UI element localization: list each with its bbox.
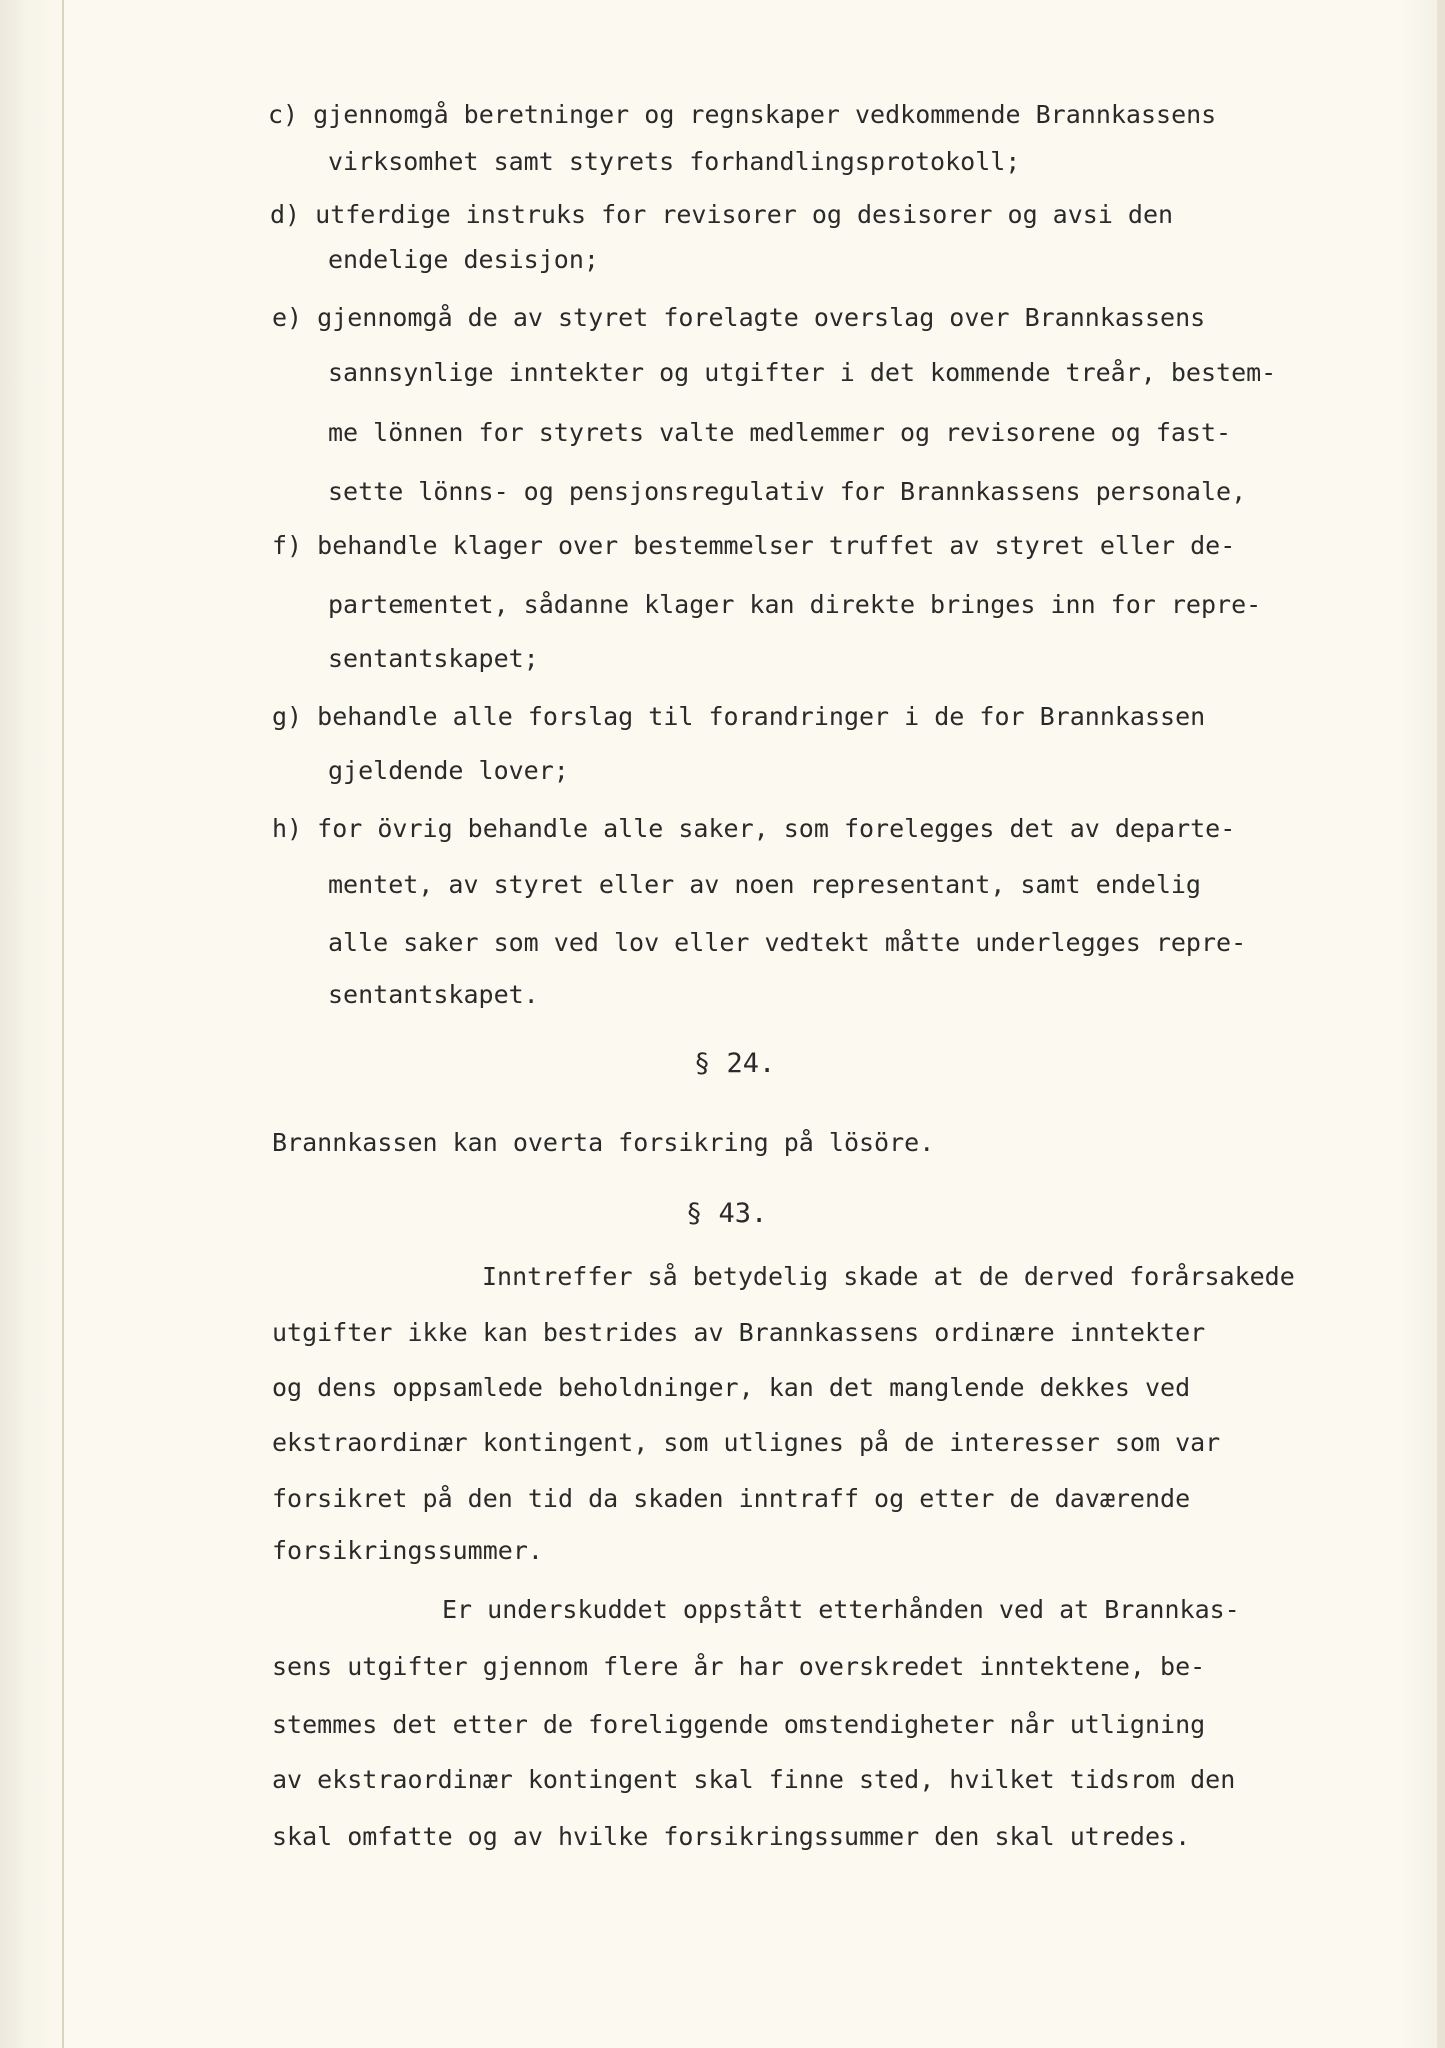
text-line: sannsynlige inntekter og utgifter i det kommende treår, bestem- [328, 358, 1277, 387]
page-fold-line [62, 0, 64, 2048]
text-line: ekstraordinær kontingent, som utlignes på de interesser som var [272, 1428, 1221, 1457]
text-line: Er underskuddet oppstått etterhånden ved at Brannkas- [442, 1595, 1240, 1624]
text-line: d) utferdige instruks for revisorer og desisorer og avsi den [270, 200, 1174, 229]
section-heading-24: § 24. [694, 1048, 776, 1079]
text-line: utgifter ikke kan bestrides av Brannkassens ordinære inntekter [272, 1318, 1206, 1347]
text-line: av ekstraordinær kontingent skal finne sted, hvilket tidsrom den [272, 1765, 1236, 1794]
text-line: e) gjennomgå de av styret forelagte overslag over Brannkassens [272, 303, 1206, 332]
text-line: og dens oppsamlede beholdninger, kan det manglende dekkes ved [272, 1373, 1191, 1402]
text-line: mentet, av styret eller av noen representant, samt endelig [328, 870, 1201, 899]
text-line: Inntreffer så betydelig skade at de derved forårsakede [482, 1262, 1295, 1291]
text-line: endelige desisjon; [328, 245, 599, 274]
text-line: gjeldende lover; [328, 756, 569, 785]
text-line: alle saker som ved lov eller vedtekt måtte underlegges repre- [328, 928, 1247, 957]
text-line: h) for övrig behandle alle saker, som forelegges det av departe- [272, 814, 1236, 843]
text-line: forsikringssummer. [272, 1536, 543, 1565]
text-line: c) gjennomgå beretninger og regnskaper vedkommende Brannkassens [268, 100, 1217, 129]
text-line: sentantskapet. [328, 980, 539, 1009]
page-right-edge [1437, 0, 1445, 2048]
text-line: sette lönns- og pensjonsregulativ for Brannkassens personale, [328, 477, 1247, 506]
text-line: sens utgifter gjennom flere år har overskredet inntektene, be- [272, 1652, 1206, 1681]
text-line: partementet, sådanne klager kan direkte bringes inn for repre- [328, 590, 1262, 619]
text-line: me lönnen for styrets valte medlemmer og revisorene og fast- [328, 418, 1232, 447]
text-line: stemmes det etter de foreliggende omstendigheter når utligning [272, 1710, 1206, 1739]
section-heading-43: § 43. [686, 1198, 768, 1229]
text-line: f) behandle klager over bestemmelser truffet av styret eller de- [272, 531, 1236, 560]
text-line: g) behandle alle forslag til forandringer i de for Brannkassen [272, 702, 1206, 731]
text-line: sentantskapet; [328, 644, 539, 673]
text-line: Brannkassen kan overta forsikring på lösöre. [272, 1128, 935, 1157]
text-line: virksomhet samt styrets forhandlingsprotokoll; [328, 147, 1021, 176]
text-line: skal omfatte og av hvilke forsikringssummer den skal utredes. [272, 1822, 1191, 1851]
text-line: forsikret på den tid da skaden inntraff og etter de daværende [272, 1484, 1191, 1513]
